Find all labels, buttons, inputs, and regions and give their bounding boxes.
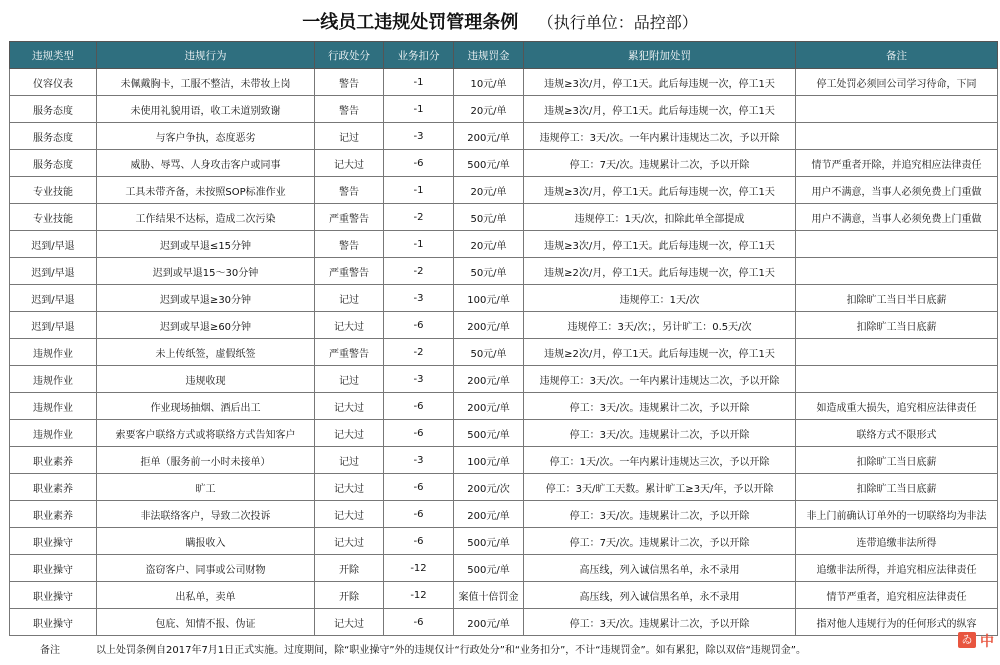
column-header: 累犯附加处罚: [524, 42, 796, 69]
table-cell: 工具未带齐备，未按照SOP标准作业: [97, 177, 315, 204]
table-cell: 情节严重者开除，并追究相应法律责任: [796, 150, 998, 177]
table-cell: 专业技能: [10, 177, 97, 204]
table-row: [10, 123, 998, 150]
table-cell: 记大过: [315, 528, 384, 555]
ime-logo-icon[interactable]: ゐ: [958, 632, 976, 648]
table-cell: 记过: [315, 447, 384, 474]
table-cell: 工作结果不达标，造成二次污染: [97, 204, 315, 231]
table-cell: 200元/次: [454, 474, 524, 501]
table-cell: 职业操守: [10, 609, 97, 636]
column-header: 行政处分: [315, 42, 384, 69]
table-cell: 警告: [315, 69, 384, 96]
footnote-text: 以上处罚条例自2017年7月1日正式实施。过度期间，除“职业操守”外的违规仅计“行政处分”和“业务扣分”，不计“违规罚金”。如有累犯，除以双倍“违规罚金”。: [96, 645, 806, 656]
table-row: [10, 474, 998, 501]
table-cell: 500元/单: [454, 420, 524, 447]
table-cell: 拒单（服务前一小时未接单）: [97, 447, 315, 474]
table-cell: 违规≥3次/月，停工1天。此后每违规一次，停工1天: [524, 177, 796, 204]
table-cell: 未上传纸签，虚假纸签: [97, 339, 315, 366]
table-cell: 停工处罚必须回公司学习待命，下同: [796, 69, 998, 96]
table-cell: 开除: [315, 555, 384, 582]
table-row: [10, 258, 998, 285]
table-cell: -2: [384, 258, 454, 285]
penalty-table: [9, 41, 998, 636]
table-cell: -6: [384, 312, 454, 339]
table-cell: 200元/单: [454, 609, 524, 636]
table-cell: 服务态度: [10, 96, 97, 123]
table-cell: 违规停工：3天/次；，另计旷工：0.5天/次: [524, 312, 796, 339]
table-cell: 20元/单: [454, 96, 524, 123]
table-cell: 违规作业: [10, 339, 97, 366]
table-cell: 100元/单: [454, 447, 524, 474]
table-cell: 开除: [315, 582, 384, 609]
table-cell: 职业素养: [10, 474, 97, 501]
table-cell: [796, 123, 998, 150]
table-cell: 警告: [315, 231, 384, 258]
page-title: [0, 8, 1000, 34]
table-cell: 违规停工：3天/次。一年内累计违规达二次，予以开除: [524, 366, 796, 393]
table-cell: 威胁、辱骂、人身攻击客户或同事: [97, 150, 315, 177]
table-cell: -6: [384, 528, 454, 555]
table-cell: 迟到/早退: [10, 285, 97, 312]
table-cell: -6: [384, 393, 454, 420]
table-cell: 200元/单: [454, 123, 524, 150]
table-cell: 记大过: [315, 474, 384, 501]
table-cell: 迟到或早退≥30分钟: [97, 285, 315, 312]
table-cell: 违规≥3次/月，停工1天。此后每违规一次，停工1天: [524, 96, 796, 123]
table-cell: -3: [384, 123, 454, 150]
table-cell: 记大过: [315, 312, 384, 339]
table-cell: -2: [384, 339, 454, 366]
table-cell: 迟到/早退: [10, 312, 97, 339]
table-cell: -3: [384, 366, 454, 393]
table-cell: 迟到/早退: [10, 231, 97, 258]
table-cell: 停工：3天/旷工天数。累计旷工≥3天/年，予以开除: [524, 474, 796, 501]
table-cell: -1: [384, 69, 454, 96]
table-cell: 记大过: [315, 420, 384, 447]
footnote-label: 备注: [40, 645, 60, 656]
table-row: [10, 366, 998, 393]
table-cell: 与客户争执，态度恶劣: [97, 123, 315, 150]
table-row: [10, 609, 998, 636]
table-cell: 记大过: [315, 150, 384, 177]
table-cell: 警告: [315, 96, 384, 123]
table-cell: 出私单，卖单: [97, 582, 315, 609]
table-cell: 仪容仪表: [10, 69, 97, 96]
table-cell: 迟到或早退≥60分钟: [97, 312, 315, 339]
table-cell: 违规停工：1天/次，扣除此单全部提成: [524, 204, 796, 231]
table-cell: 违规≥2次/月，停工1天。此后每违规一次，停工1天: [524, 258, 796, 285]
table-cell: 职业操守: [10, 582, 97, 609]
table-cell: 停工：7天/次。违规累计二次，予以开除: [524, 150, 796, 177]
table-row: [10, 393, 998, 420]
table-cell: 未佩戴胸卡，工服不整洁，未带妆上岗: [97, 69, 315, 96]
table-cell: -1: [384, 177, 454, 204]
table-cell: 作业现场抽烟、酒后出工: [97, 393, 315, 420]
table-cell: 50元/单: [454, 204, 524, 231]
table-cell: -12: [384, 582, 454, 609]
table-cell: 违规作业: [10, 366, 97, 393]
table-cell: -12: [384, 555, 454, 582]
table-cell: 违规≥3次/月，停工1天。此后每违规一次，停工1天: [524, 231, 796, 258]
table-cell: 迟到或早退≤15分钟: [97, 231, 315, 258]
table-row: [10, 339, 998, 366]
table-cell: 500元/单: [454, 528, 524, 555]
table-cell: 扣除旷工当日底薪: [796, 474, 998, 501]
table-cell: 警告: [315, 177, 384, 204]
table-cell: [796, 366, 998, 393]
table-cell: 迟到/早退: [10, 258, 97, 285]
table-cell: 严重警告: [315, 339, 384, 366]
column-header: 备注: [796, 42, 998, 69]
table-cell: 职业操守: [10, 528, 97, 555]
table-cell: -6: [384, 150, 454, 177]
table-cell: 停工：7天/次。违规累计二次，予以开除: [524, 528, 796, 555]
table-cell: 情节严重者，追究相应法律责任: [796, 582, 998, 609]
table-cell: 违规作业: [10, 420, 97, 447]
table-cell: 50元/单: [454, 258, 524, 285]
table-cell: -1: [384, 231, 454, 258]
table-cell: 追缴非法所得，并追究相应法律责任: [796, 555, 998, 582]
table-row: [10, 69, 998, 96]
table-cell: [796, 96, 998, 123]
ime-mode-label[interactable]: 中: [980, 634, 994, 650]
table-row: [10, 447, 998, 474]
table-row: [10, 96, 998, 123]
table-cell: 违规收现: [97, 366, 315, 393]
table-cell: 瞒报收入: [97, 528, 315, 555]
table-cell: 扣除旷工当日底薪: [796, 447, 998, 474]
table-cell: 10元/单: [454, 69, 524, 96]
table-cell: 非上门前确认订单外的一切联络均为非法: [796, 501, 998, 528]
table-row: [10, 501, 998, 528]
table-cell: 停工：1天/次。一年内累计违规达三次，予以开除: [524, 447, 796, 474]
table-cell: 违规≥3次/月，停工1天。此后每违规一次，停工1天: [524, 69, 796, 96]
table-cell: 服务态度: [10, 123, 97, 150]
table-cell: 职业素养: [10, 447, 97, 474]
table-cell: 非法联络客户，导致二次投诉: [97, 501, 315, 528]
table-cell: 记过: [315, 285, 384, 312]
table-cell: 联络方式不限形式: [796, 420, 998, 447]
column-header: 违规类型: [10, 42, 97, 69]
table-body: [10, 69, 998, 636]
table-cell: 记过: [315, 366, 384, 393]
table-cell: [796, 231, 998, 258]
table-cell: -6: [384, 420, 454, 447]
table-row: [10, 555, 998, 582]
table-cell: 50元/单: [454, 339, 524, 366]
table-cell: 职业操守: [10, 555, 97, 582]
table-row: [10, 204, 998, 231]
table-cell: 20元/单: [454, 177, 524, 204]
table-cell: 500元/单: [454, 150, 524, 177]
table-cell: 记大过: [315, 393, 384, 420]
table-row: [10, 528, 998, 555]
table-row: [10, 150, 998, 177]
table-cell: -6: [384, 501, 454, 528]
table-cell: 盗窃客户、同事或公司财物: [97, 555, 315, 582]
table-cell: 高压线，列入诚信黑名单，永不录用: [524, 555, 796, 582]
table-cell: 200元/单: [454, 312, 524, 339]
table-cell: 连带追缴非法所得: [796, 528, 998, 555]
table-cell: -3: [384, 447, 454, 474]
table-row: [10, 285, 998, 312]
table-cell: 违规作业: [10, 393, 97, 420]
table-cell: 100元/单: [454, 285, 524, 312]
table-header-row: [10, 42, 998, 69]
table-cell: 违规≥2次/月，停工1天。此后每违规一次，停工1天: [524, 339, 796, 366]
table-cell: -6: [384, 609, 454, 636]
table-cell: 停工：3天/次。违规累计二次，予以开除: [524, 393, 796, 420]
table-cell: 违规停工：3天/次。一年内累计违规达二次，予以开除: [524, 123, 796, 150]
table-row: [10, 177, 998, 204]
title-main: 一线员工违规处罚管理条例: [302, 12, 519, 33]
table-cell: 迟到或早退15～30分钟: [97, 258, 315, 285]
table-cell: 扣除旷工当日底薪: [796, 312, 998, 339]
table-cell: [796, 339, 998, 366]
table-cell: 停工：3天/次。违规累计二次，予以开除: [524, 501, 796, 528]
table-cell: 用户不满意，当事人必须免费上门重做: [796, 204, 998, 231]
table-cell: 扣除旷工当日半日底薪: [796, 285, 998, 312]
table-cell: 指对他人违规行为的任何形式的纵容: [796, 609, 998, 636]
table-cell: 记过: [315, 123, 384, 150]
table-cell: 记大过: [315, 609, 384, 636]
table-cell: 高压线，列入诚信黑名单，永不录用: [524, 582, 796, 609]
column-header: 违规罚金: [454, 42, 524, 69]
table-cell: -2: [384, 204, 454, 231]
table-cell: 服务态度: [10, 150, 97, 177]
table-cell: 200元/单: [454, 393, 524, 420]
table-cell: 停工：3天/次。违规累计二次，予以开除: [524, 609, 796, 636]
column-header: 业务扣分: [384, 42, 454, 69]
table-row: [10, 312, 998, 339]
table-cell: -1: [384, 96, 454, 123]
table-cell: 记大过: [315, 501, 384, 528]
table-cell: 包庇、知情不报、伪证: [97, 609, 315, 636]
table-cell: 200元/单: [454, 501, 524, 528]
table-cell: 用户不满意，当事人必须免费上门重做: [796, 177, 998, 204]
table-cell: 索要客户联络方式或将联络方式告知客户: [97, 420, 315, 447]
column-header: 违规行为: [97, 42, 315, 69]
table-cell: 如造成重大损失，追究相应法律责任: [796, 393, 998, 420]
table-cell: 职业素养: [10, 501, 97, 528]
table-row: [10, 582, 998, 609]
table-cell: [796, 258, 998, 285]
table-cell: 专业技能: [10, 204, 97, 231]
table-cell: 200元/单: [454, 366, 524, 393]
table-cell: -6: [384, 474, 454, 501]
table-row: [10, 420, 998, 447]
table-cell: 旷工: [97, 474, 315, 501]
table-cell: -3: [384, 285, 454, 312]
table-cell: 停工：3天/次。违规累计二次，予以开除: [524, 420, 796, 447]
table-cell: 严重警告: [315, 204, 384, 231]
table-cell: 严重警告: [315, 258, 384, 285]
table-cell: 20元/单: [454, 231, 524, 258]
table-cell: 500元/单: [454, 555, 524, 582]
table-row: [10, 231, 998, 258]
table-cell: 违规停工：1天/次: [524, 285, 796, 312]
table-cell: 案值十倍罚金: [454, 582, 524, 609]
table-cell: 未使用礼貌用语，收工未道别致谢: [97, 96, 315, 123]
title-sub: （执行单位：品控部）: [537, 13, 698, 32]
